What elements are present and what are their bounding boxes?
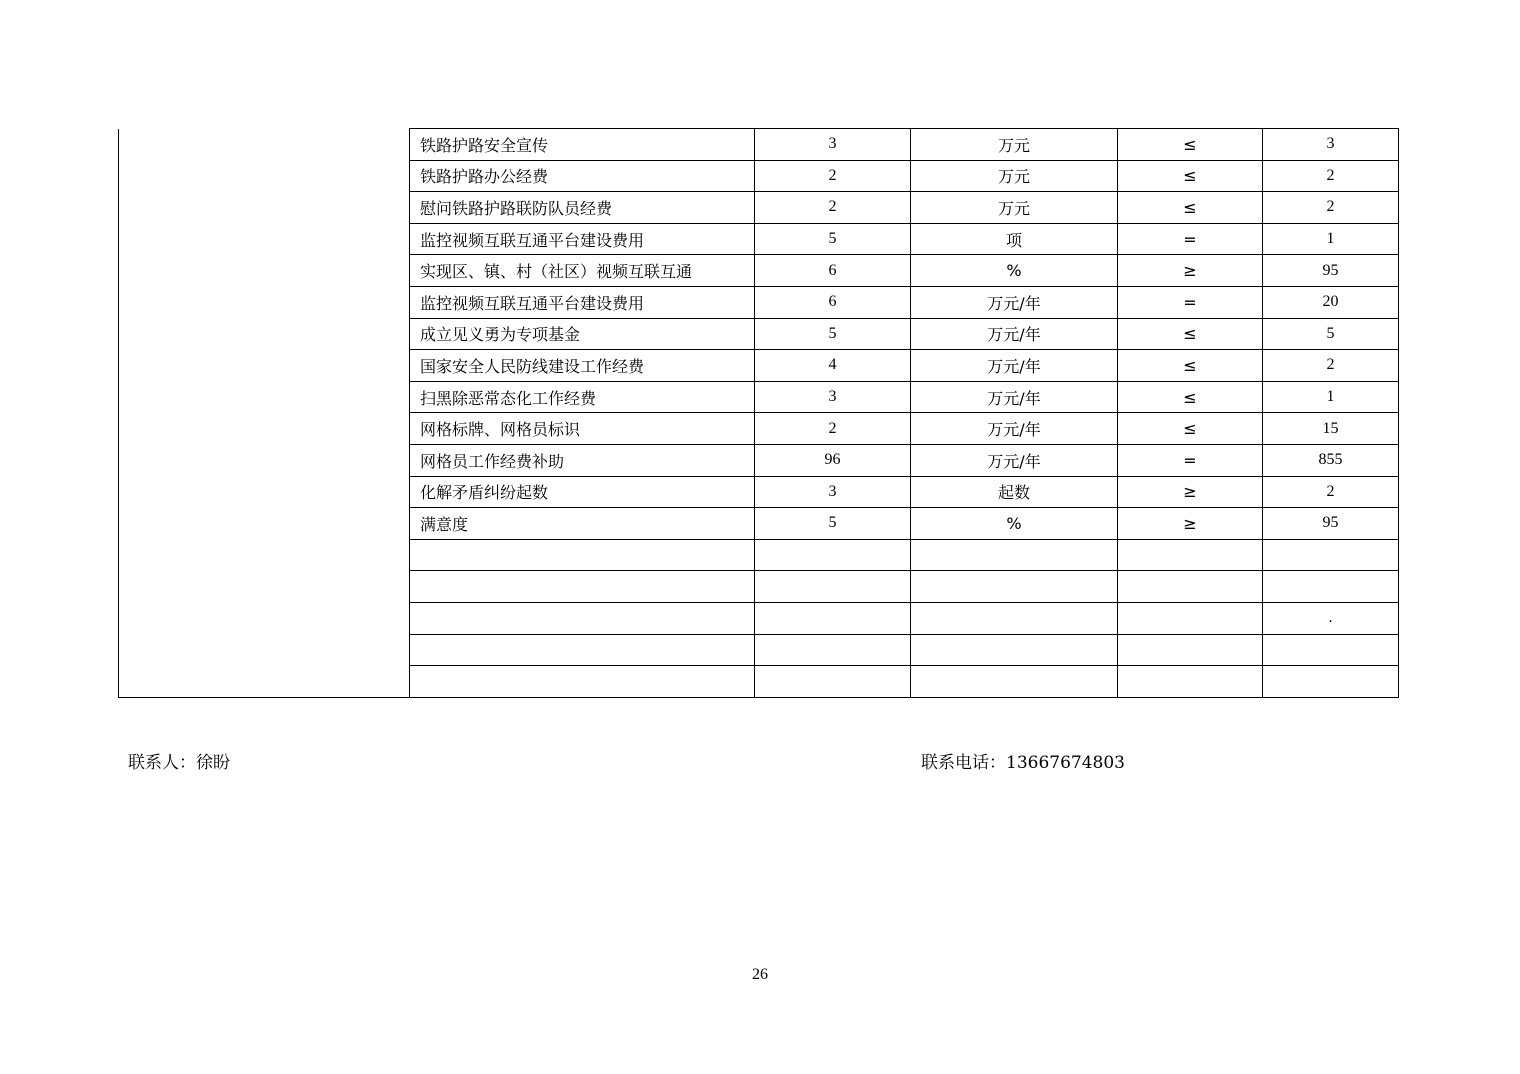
indicator-weight-cell: 2 bbox=[755, 192, 911, 224]
indicator-operator-cell bbox=[1118, 539, 1263, 571]
indicator-operator-cell: ≥ bbox=[1118, 476, 1263, 508]
indicator-weight-cell: 3 bbox=[755, 129, 911, 161]
indicator-name-cell: 铁路护路办公经费 bbox=[410, 160, 755, 192]
indicator-name-cell: 化解矛盾纠纷起数 bbox=[410, 476, 755, 508]
indicator-weight-cell: 3 bbox=[755, 476, 911, 508]
indicator-weight-cell: 96 bbox=[755, 444, 911, 476]
indicator-unit-cell: 万元/年 bbox=[911, 413, 1118, 445]
contact-person: 联系人：徐盼 bbox=[128, 753, 230, 773]
indicator-operator-cell: ≤ bbox=[1118, 129, 1263, 161]
indicator-unit-cell: 万元/年 bbox=[911, 318, 1118, 350]
indicator-target-cell: 20 bbox=[1263, 286, 1399, 318]
performance-indicator-table bbox=[118, 128, 1399, 698]
page-number: 26 bbox=[752, 966, 768, 983]
indicator-operator-cell bbox=[1118, 571, 1263, 603]
indicator-target-cell bbox=[1263, 539, 1399, 571]
indicator-unit-cell: 万元 bbox=[911, 160, 1118, 192]
indicator-operator-cell bbox=[1118, 666, 1263, 698]
indicator-operator-cell: ≤ bbox=[1118, 192, 1263, 224]
indicator-name-cell bbox=[410, 539, 755, 571]
indicator-target-cell: 1 bbox=[1263, 223, 1399, 255]
indicator-target-cell: 855 bbox=[1263, 444, 1399, 476]
indicator-unit-cell: % bbox=[911, 508, 1118, 540]
indicator-name-cell: 慰问铁路护路联防队员经费 bbox=[410, 192, 755, 224]
indicator-name-cell bbox=[410, 634, 755, 666]
indicator-target-cell: . bbox=[1263, 602, 1399, 634]
indicator-unit-cell bbox=[911, 666, 1118, 698]
indicator-unit-cell: 万元/年 bbox=[911, 381, 1118, 413]
indicator-name-cell: 成立见义勇为专项基金 bbox=[410, 318, 755, 350]
indicator-operator-cell: = bbox=[1118, 286, 1263, 318]
indicator-target-cell: 2 bbox=[1263, 476, 1399, 508]
indicator-name-cell bbox=[410, 666, 755, 698]
indicator-weight-cell bbox=[755, 634, 911, 666]
indicator-name-cell bbox=[410, 571, 755, 603]
indicator-target-cell bbox=[1263, 571, 1399, 603]
indicator-name-cell: 监控视频互联互通平台建设费用 bbox=[410, 223, 755, 255]
indicator-target-cell: 2 bbox=[1263, 350, 1399, 382]
indicator-weight-cell: 5 bbox=[755, 223, 911, 255]
indicator-operator-cell: ≥ bbox=[1118, 508, 1263, 540]
indicator-name-cell: 满意度 bbox=[410, 508, 755, 540]
indicator-weight-cell bbox=[755, 571, 911, 603]
indicator-name-cell: 网格员工作经费补助 bbox=[410, 444, 755, 476]
merged-category-cell bbox=[119, 129, 410, 698]
indicator-weight-cell: 6 bbox=[755, 255, 911, 287]
indicator-operator-cell: ≤ bbox=[1118, 381, 1263, 413]
indicator-name-cell: 扫黑除恶常态化工作经费 bbox=[410, 381, 755, 413]
indicator-target-cell bbox=[1263, 666, 1399, 698]
indicator-target-cell bbox=[1263, 634, 1399, 666]
indicator-weight-cell bbox=[755, 666, 911, 698]
indicator-unit-cell bbox=[911, 602, 1118, 634]
indicator-target-cell: 1 bbox=[1263, 381, 1399, 413]
indicator-unit-cell: % bbox=[911, 255, 1118, 287]
indicator-unit-cell: 万元/年 bbox=[911, 444, 1118, 476]
indicator-weight-cell: 3 bbox=[755, 381, 911, 413]
indicator-operator-cell bbox=[1118, 602, 1263, 634]
indicator-weight-cell: 2 bbox=[755, 413, 911, 445]
indicator-operator-cell: ≤ bbox=[1118, 160, 1263, 192]
indicator-target-cell: 3 bbox=[1263, 129, 1399, 161]
indicator-unit-cell: 项 bbox=[911, 223, 1118, 255]
indicator-target-cell: 95 bbox=[1263, 255, 1399, 287]
indicator-weight-cell: 5 bbox=[755, 318, 911, 350]
indicator-name-cell: 国家安全人民防线建设工作经费 bbox=[410, 350, 755, 382]
indicator-unit-cell: 万元 bbox=[911, 192, 1118, 224]
indicator-weight-cell bbox=[755, 539, 911, 571]
indicator-weight-cell: 5 bbox=[755, 508, 911, 540]
indicator-operator-cell: ≤ bbox=[1118, 318, 1263, 350]
indicator-name-cell: 监控视频互联互通平台建设费用 bbox=[410, 286, 755, 318]
indicator-operator-cell bbox=[1118, 634, 1263, 666]
indicator-weight-cell bbox=[755, 602, 911, 634]
indicator-name-cell: 网格标牌、网格员标识 bbox=[410, 413, 755, 445]
indicator-target-cell: 15 bbox=[1263, 413, 1399, 445]
indicator-unit-cell bbox=[911, 634, 1118, 666]
indicator-operator-cell: = bbox=[1118, 444, 1263, 476]
indicator-unit-cell: 万元/年 bbox=[911, 350, 1118, 382]
indicator-operator-cell: ≥ bbox=[1118, 255, 1263, 287]
contact-phone: 联系电话：13667674803 bbox=[921, 753, 1125, 773]
indicator-target-cell: 2 bbox=[1263, 192, 1399, 224]
indicator-operator-cell: = bbox=[1118, 223, 1263, 255]
table-body bbox=[119, 129, 1399, 698]
indicator-name-cell: 铁路护路安全宣传 bbox=[410, 129, 755, 161]
indicator-target-cell: 2 bbox=[1263, 160, 1399, 192]
indicator-unit-cell: 万元 bbox=[911, 129, 1118, 161]
indicator-operator-cell: ≤ bbox=[1118, 413, 1263, 445]
indicator-target-cell: 5 bbox=[1263, 318, 1399, 350]
table-row bbox=[119, 129, 1399, 161]
indicator-unit-cell: 起数 bbox=[911, 476, 1118, 508]
indicator-unit-cell bbox=[911, 571, 1118, 603]
indicator-unit-cell: 万元/年 bbox=[911, 286, 1118, 318]
indicator-name-cell: 实现区、镇、村（社区）视频互联互通 bbox=[410, 255, 755, 287]
indicator-operator-cell: ≤ bbox=[1118, 350, 1263, 382]
indicator-unit-cell bbox=[911, 539, 1118, 571]
indicator-weight-cell: 2 bbox=[755, 160, 911, 192]
indicator-weight-cell: 4 bbox=[755, 350, 911, 382]
indicator-weight-cell: 6 bbox=[755, 286, 911, 318]
indicator-target-cell: 95 bbox=[1263, 508, 1399, 540]
indicator-name-cell bbox=[410, 602, 755, 634]
